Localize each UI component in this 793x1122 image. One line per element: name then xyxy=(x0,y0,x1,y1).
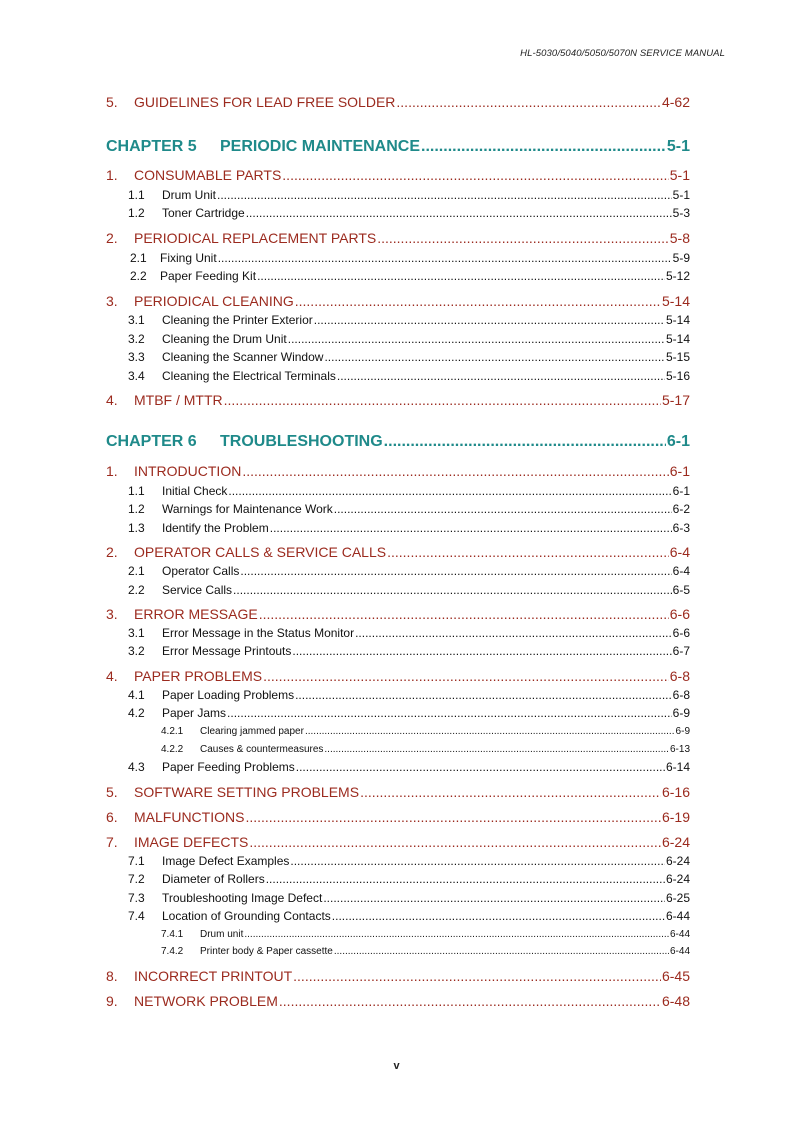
entry-number: 1.1 xyxy=(128,188,145,202)
entry-title: Clearing jammed paper xyxy=(200,726,304,737)
dot-leader xyxy=(240,564,671,578)
toc-subsection-entry[interactable] xyxy=(128,891,690,905)
toc-section-entry[interactable] xyxy=(106,809,690,825)
dot-leader xyxy=(242,463,668,479)
entry-title: PERIODICAL REPLACEMENT PARTS xyxy=(134,230,377,246)
dot-leader xyxy=(324,350,665,364)
entry-page-number: 5-8 xyxy=(669,230,690,246)
toc-subsection-entry[interactable] xyxy=(128,872,690,886)
dot-leader xyxy=(218,251,672,265)
entry-title: Causes & countermeasures xyxy=(200,744,324,755)
dot-leader xyxy=(293,968,661,984)
entry-title: Diameter of Rollers xyxy=(162,872,265,886)
entry-title: OPERATOR CALLS & SERVICE CALLS xyxy=(134,544,387,560)
entry-title: Warnings for Maintenance Work xyxy=(162,502,333,516)
entry-number: 5. xyxy=(106,784,118,800)
toc-subsection-entry[interactable] xyxy=(128,521,690,535)
toc-section-entry[interactable] xyxy=(106,784,690,800)
entry-page-number: 6-25 xyxy=(665,891,690,905)
toc-subsection-entry[interactable] xyxy=(128,909,690,923)
entry-number: 3.1 xyxy=(128,313,145,327)
entry-page-number: 6-6 xyxy=(672,626,690,640)
entry-page-number: 6-24 xyxy=(665,854,690,868)
entry-title: Drum unit xyxy=(200,929,244,940)
toc-section-entry[interactable] xyxy=(106,167,690,183)
entry-page-number: 6-19 xyxy=(661,809,690,825)
toc-chapter-entry[interactable] xyxy=(106,433,690,451)
toc-subsubsection-entry[interactable] xyxy=(161,929,690,940)
entry-page-number: 6-8 xyxy=(669,668,690,684)
entry-title: NETWORK PROBLEM xyxy=(134,993,278,1009)
entry-page-number: 5-1 xyxy=(669,167,690,183)
entry-number: 8. xyxy=(106,968,118,984)
dot-leader xyxy=(314,313,665,327)
entry-page-number: 6-44 xyxy=(669,946,690,957)
entry-number: 1. xyxy=(106,463,118,479)
entry-number: 3.4 xyxy=(128,369,145,383)
entry-page-number: 6-1 xyxy=(672,484,690,498)
dot-leader xyxy=(384,433,666,451)
toc-subsection-entry[interactable] xyxy=(128,760,690,774)
entry-page-number: 6-4 xyxy=(672,564,690,578)
dot-leader xyxy=(228,484,671,498)
toc-subsection-entry[interactable] xyxy=(128,206,690,220)
toc-subsection-entry[interactable] xyxy=(128,644,690,658)
entry-page-number: 5-3 xyxy=(672,206,690,220)
entry-title: SOFTWARE SETTING PROBLEMS xyxy=(134,784,360,800)
toc-subsection-entry[interactable] xyxy=(128,313,690,327)
entry-title: ERROR MESSAGE xyxy=(134,606,258,622)
entry-page-number: 6-48 xyxy=(661,993,690,1009)
dot-leader xyxy=(305,726,675,737)
entry-number: 3. xyxy=(106,606,118,622)
toc-section-entry[interactable] xyxy=(106,230,690,246)
dot-leader xyxy=(266,872,665,886)
toc-subsection-entry[interactable] xyxy=(128,502,690,516)
entry-page-number: 6-16 xyxy=(661,784,690,800)
toc-section-entry[interactable] xyxy=(106,606,690,622)
entry-number: 7.4.1 xyxy=(161,929,184,940)
toc-subsection-entry[interactable] xyxy=(130,269,690,283)
toc-section-entry[interactable] xyxy=(106,993,690,1009)
entry-page-number: 6-4 xyxy=(669,544,690,560)
entry-title: GUIDELINES FOR LEAD FREE SOLDER xyxy=(134,94,396,110)
entry-title: Paper Feeding Kit xyxy=(160,269,257,283)
entry-page-number: 6-24 xyxy=(661,834,690,850)
entry-number: 2.2 xyxy=(130,269,147,283)
toc-section-entry[interactable] xyxy=(106,94,690,110)
entry-title: Location of Grounding Contacts xyxy=(162,909,331,923)
entry-number: 7.1 xyxy=(128,854,145,868)
dot-leader xyxy=(282,167,668,183)
dot-leader xyxy=(244,929,669,940)
entry-number: 1.1 xyxy=(128,484,145,498)
entry-number: 7.4.2 xyxy=(161,946,184,957)
dot-leader xyxy=(270,521,672,535)
entry-title: Cleaning the Drum Unit xyxy=(162,332,287,346)
entry-title: INTRODUCTION xyxy=(134,463,242,479)
entry-title: Troubleshooting Image Defect xyxy=(162,891,323,905)
toc-section-entry[interactable] xyxy=(106,668,690,684)
entry-page-number: 6-44 xyxy=(669,929,690,940)
entry-number: 4. xyxy=(106,392,118,408)
entry-number: 1. xyxy=(106,167,118,183)
entry-page-number: 4-62 xyxy=(661,94,690,110)
dot-leader xyxy=(295,293,661,309)
page-number: v xyxy=(393,1060,400,1072)
dot-leader xyxy=(245,809,661,825)
entry-number: 3.3 xyxy=(128,350,145,364)
dot-leader xyxy=(279,993,661,1009)
entry-page-number: 6-13 xyxy=(669,744,690,755)
entry-number: CHAPTER 6 xyxy=(106,433,197,450)
toc-subsection-entry[interactable] xyxy=(128,332,690,346)
entry-title: PERIODICAL CLEANING xyxy=(134,293,294,309)
entry-page-number: 6-44 xyxy=(665,909,690,923)
entry-title: Drum Unit xyxy=(162,188,217,202)
entry-title: Image Defect Examples xyxy=(162,854,290,868)
entry-page-number: 5-15 xyxy=(665,350,690,364)
entry-page-number: 6-5 xyxy=(672,583,690,597)
entry-number: 4. xyxy=(106,668,118,684)
entry-number: 3.1 xyxy=(128,626,145,640)
running-header: HL-5030/5040/5050/5070N SERVICE MANUAL xyxy=(520,48,725,59)
entry-number: 4.3 xyxy=(128,760,145,774)
entry-number: 1.2 xyxy=(128,206,145,220)
entry-number: 4.2 xyxy=(128,706,145,720)
entry-title: Toner Cartridge xyxy=(162,206,245,220)
entry-page-number: 5-9 xyxy=(672,251,690,265)
toc-subsection-entry[interactable] xyxy=(128,188,690,202)
entry-title: CONSUMABLE PARTS xyxy=(134,167,282,183)
dot-leader xyxy=(257,269,665,283)
dot-leader xyxy=(323,891,665,905)
toc-subsection-entry[interactable] xyxy=(128,688,690,702)
toc-section-entry[interactable] xyxy=(106,968,690,984)
dot-leader xyxy=(263,668,669,684)
dot-leader xyxy=(249,834,661,850)
entry-number: 4.1 xyxy=(128,688,145,702)
entry-title: IMAGE DEFECTS xyxy=(134,834,249,850)
entry-page-number: 5-14 xyxy=(661,293,690,309)
dot-leader xyxy=(396,94,661,110)
entry-page-number: 6-45 xyxy=(661,968,690,984)
entry-title: Cleaning the Scanner Window xyxy=(162,350,324,364)
dot-leader xyxy=(233,583,672,597)
entry-page-number: 5-16 xyxy=(665,369,690,383)
entry-page-number: 6-9 xyxy=(675,726,690,737)
toc-subsection-entry[interactable] xyxy=(130,251,690,265)
entry-page-number: 5-1 xyxy=(672,188,690,202)
entry-number: 6. xyxy=(106,809,118,825)
dot-leader xyxy=(292,644,671,658)
entry-page-number: 6-7 xyxy=(672,644,690,658)
dot-leader xyxy=(227,706,672,720)
dot-leader xyxy=(217,188,672,202)
dot-leader xyxy=(387,544,669,560)
entry-number: CHAPTER 5 xyxy=(106,138,197,155)
entry-page-number: 5-14 xyxy=(665,313,690,327)
entry-number: 2.1 xyxy=(128,564,145,578)
dot-leader xyxy=(224,392,661,408)
entry-number: 2.1 xyxy=(130,251,147,265)
entry-number: 1.2 xyxy=(128,502,145,516)
entry-title: Paper Jams xyxy=(162,706,227,720)
toc-section-entry[interactable] xyxy=(106,463,690,479)
entry-title: Printer body & Paper cassette xyxy=(200,946,333,957)
entry-title: Paper Loading Problems xyxy=(162,688,295,702)
entry-title: Cleaning the Printer Exterior xyxy=(162,313,313,327)
entry-number: 4.2.1 xyxy=(161,726,184,737)
entry-number: 4.2.2 xyxy=(161,744,184,755)
entry-page-number: 6-9 xyxy=(672,706,690,720)
dot-leader xyxy=(337,369,665,383)
entry-title: Fixing Unit xyxy=(160,251,217,265)
dot-leader xyxy=(334,946,669,957)
entry-number: 2. xyxy=(106,230,118,246)
entry-title: MTBF / MTTR xyxy=(134,392,223,408)
entry-page-number: 6-2 xyxy=(672,502,690,516)
entry-title: MALFUNCTIONS xyxy=(134,809,245,825)
entry-title: PAPER PROBLEMS xyxy=(134,668,263,684)
toc-subsubsection-entry[interactable] xyxy=(161,726,690,737)
entry-title: Cleaning the Electrical Terminals xyxy=(162,369,336,383)
entry-page-number: 6-1 xyxy=(666,433,690,450)
entry-number: 7.3 xyxy=(128,891,145,905)
dot-leader xyxy=(259,606,669,622)
dot-leader xyxy=(288,332,665,346)
dot-leader xyxy=(377,230,669,246)
entry-title: PERIODIC MAINTENANCE xyxy=(220,138,421,155)
dot-leader xyxy=(296,760,665,774)
entry-number: 1.3 xyxy=(128,521,145,535)
toc-subsubsection-entry[interactable] xyxy=(161,744,690,755)
dot-leader xyxy=(332,909,665,923)
entry-page-number: 6-1 xyxy=(669,463,690,479)
entry-page-number: 6-24 xyxy=(665,872,690,886)
entry-page-number: 6-3 xyxy=(672,521,690,535)
entry-title: Operator Calls xyxy=(162,564,240,578)
entry-title: Paper Feeding Problems xyxy=(162,760,295,774)
toc-subsection-entry[interactable] xyxy=(128,854,690,868)
entry-number: 3.2 xyxy=(128,644,145,658)
toc-subsection-entry[interactable] xyxy=(128,350,690,364)
entry-page-number: 6-6 xyxy=(669,606,690,622)
toc-section-entry[interactable] xyxy=(106,392,690,408)
entry-page-number: 6-8 xyxy=(672,688,690,702)
dot-leader xyxy=(334,502,672,516)
entry-title: Error Message in the Status Monitor xyxy=(162,626,355,640)
entry-title: Identify the Problem xyxy=(162,521,269,535)
toc-subsection-entry[interactable] xyxy=(128,369,690,383)
entry-number: 3.2 xyxy=(128,332,145,346)
entry-title: Service Calls xyxy=(162,583,233,597)
entry-title: TROUBLESHOOTING xyxy=(220,433,383,450)
entry-number: 2. xyxy=(106,544,118,560)
toc-subsection-entry[interactable] xyxy=(128,706,690,720)
toc-chapter-entry[interactable] xyxy=(106,138,690,156)
entry-number: 7.4 xyxy=(128,909,145,923)
entry-number: 9. xyxy=(106,993,118,1009)
entry-number: 3. xyxy=(106,293,118,309)
entry-title: INCORRECT PRINTOUT xyxy=(134,968,293,984)
entry-page-number: 5-17 xyxy=(661,392,690,408)
entry-number: 5. xyxy=(106,94,118,110)
toc-subsection-entry[interactable] xyxy=(128,484,690,498)
entry-number: 7. xyxy=(106,834,118,850)
entry-title: Initial Check xyxy=(162,484,228,498)
toc-section-entry[interactable] xyxy=(106,293,690,309)
toc-subsection-entry[interactable] xyxy=(128,626,690,640)
toc-section-entry[interactable] xyxy=(106,544,690,560)
toc-subsection-entry[interactable] xyxy=(128,564,690,578)
entry-page-number: 5-14 xyxy=(665,332,690,346)
entry-number: 2.2 xyxy=(128,583,145,597)
toc-subsubsection-entry[interactable] xyxy=(161,946,690,957)
entry-page-number: 6-14 xyxy=(665,760,690,774)
dot-leader xyxy=(295,688,672,702)
dot-leader xyxy=(421,138,666,156)
toc-subsection-entry[interactable] xyxy=(128,583,690,597)
dot-leader xyxy=(246,206,672,220)
entry-page-number: 5-12 xyxy=(665,269,690,283)
dot-leader xyxy=(324,744,669,755)
entry-title: Error Message Printouts xyxy=(162,644,292,658)
entry-number: 7.2 xyxy=(128,872,145,886)
entry-page-number: 5-1 xyxy=(666,138,690,155)
dot-leader xyxy=(355,626,672,640)
dot-leader xyxy=(360,784,661,800)
toc-section-entry[interactable] xyxy=(106,834,690,850)
dot-leader xyxy=(290,854,665,868)
